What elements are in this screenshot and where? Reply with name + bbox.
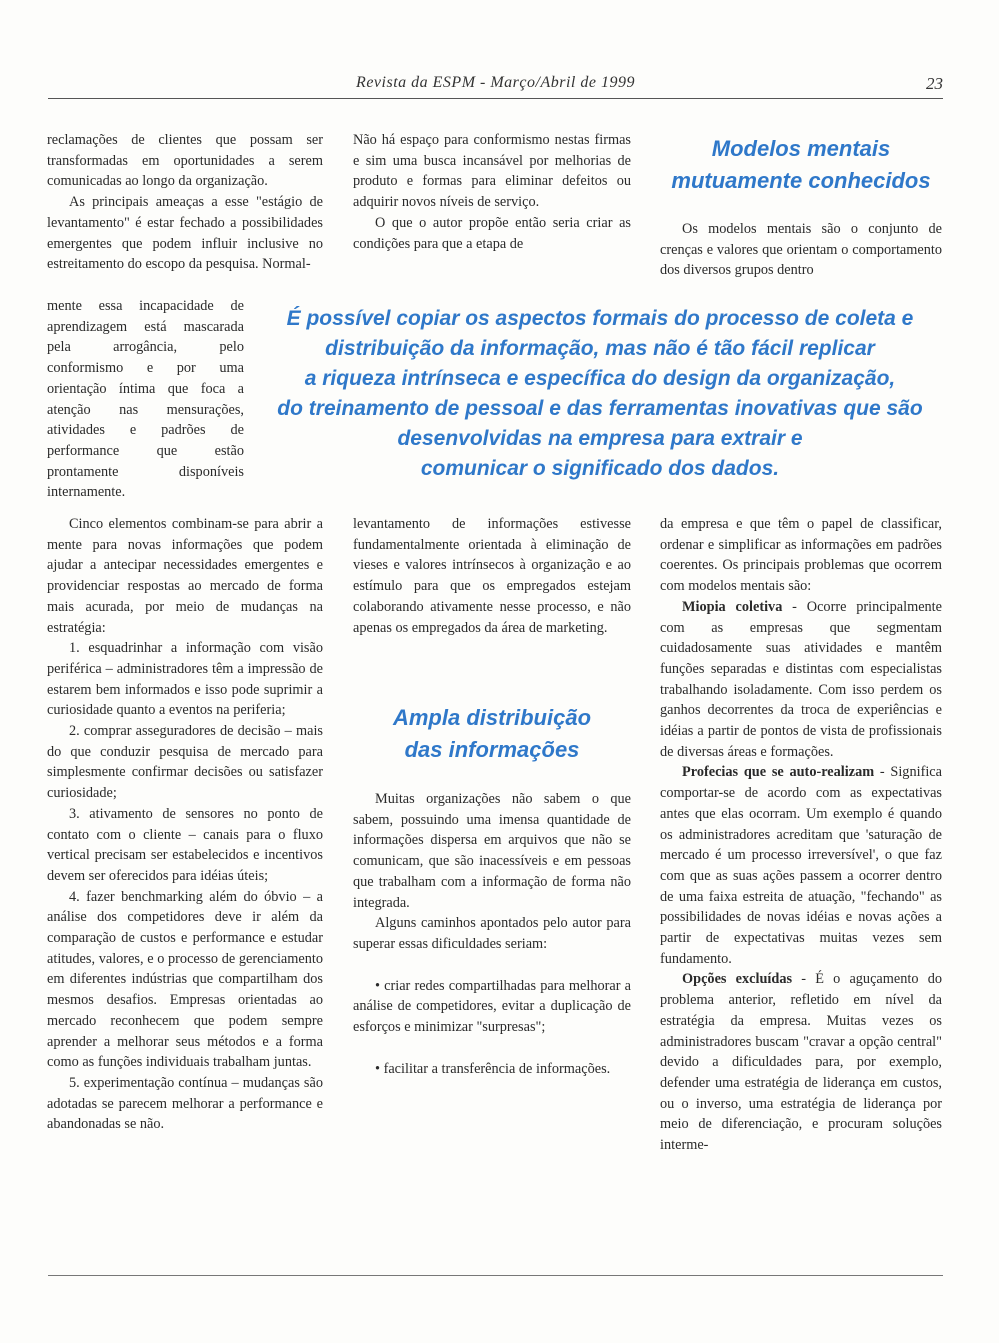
pull-quote-line: distribuição da informação, mas não é tão fácil replicar — [325, 337, 875, 360]
term-text: - Ocorre principalmente com as empresas que segmentam cuidadosamente suas atividades e mantêm funções separadas e distintas com especialistas trabalhando isoladamente. Com isso perdem os ganhos decorrentes da troca de experiências e idéias a partir de pontos de vista de profissionais de diversas áreas e formações. — [660, 598, 943, 760]
pull-quote-line: desenvolvidas na empresa para extrair e — [397, 427, 803, 450]
paragraph: O que o autor propõe então seria criar as condições para que a etapa de — [353, 214, 631, 252]
bullet-item: • criar redes compartilhadas para melhorar a análise de competidores, evitar a duplicação de esforços e minimizar "surpresas"; — [353, 977, 631, 1036]
col1-bottom-text — [47, 514, 323, 1135]
list-item: 4. fazer benchmarking além do óbvio – a análise dos competidores deve ir além da comparação de custos e performance e estudar atitudes, valores, e o processo de gerenciamento em diferentes indústrias que compartilham dos mesmos desafios. Empresas orientadas ao mercado reconhecem que podem sempre aprender a melhorar seus métodos e a forma como as funções individuais trabalham juntas. — [47, 888, 323, 1071]
paragraph: da empresa e que têm o papel de classificar, ordenar e simplificar as informações em padrões coerentes. Os principais problemas que ocorrem com modelos mentais são: — [660, 516, 942, 595]
list-item: 2. comprar asseguradores de decisão – mais do que conduzir pesquisa de mercado para simplesmente confirmar decisões ou satisfazer curiosidade; — [47, 723, 323, 802]
pull-quote — [250, 304, 950, 484]
heading-line: das informações — [404, 737, 580, 762]
pull-quote-line: É possível copiar os aspectos formais do processo de coleta e — [286, 307, 914, 330]
col1-narrow-text — [47, 296, 244, 503]
col2-top-text — [353, 130, 631, 254]
paragraph — [660, 969, 942, 1155]
col1-top-text — [47, 130, 323, 275]
term-bold: Opções excluídas — [682, 971, 793, 988]
col2-bottom-text — [353, 514, 631, 638]
col3-bottom-text — [660, 514, 942, 1156]
bullet-item: • facilitar a transferência de informações. — [375, 1060, 611, 1077]
section-heading-modelos — [660, 133, 942, 197]
term-text: - Significa comportar-se de acordo com as expectativas antes que elas ocorram. Um exemplo é quando os administradores acreditam que 'saturação de mercado é um processo irreversível', o que faz com que as suas ações passem a ocorrer dentro de uma faixa estreita de atuação, "fechando" as possibilidades de novas idéias e novas ações a partir de expectativas muitas vezes sem fundamento. — [660, 764, 942, 967]
paragraph: Não há espaço para conformismo nestas firmas e sim uma busca incansável por melhorias de produto e formas para eliminar defeitos ou adquirir novos níveis de serviço. — [353, 132, 631, 211]
paragraph: As principais ameaças a esse "estágio de levantamento" é estar fechado a possibilidades emergentes que podem influir inclusive no estreitamento do escopo da pesquisa. Normal- — [47, 194, 323, 273]
paragraph — [660, 762, 942, 969]
pull-quote-line: do treinamento de pessoal e das ferramentas inovativas que são — [277, 397, 923, 420]
paragraph: Os modelos mentais são o conjunto de crenças e valores que orientam o comportamento dos diversos grupos dentro — [660, 221, 942, 279]
heading-line: mutuamente conhecidos — [671, 168, 931, 193]
term-bold: Profecias que se auto-realizam — [682, 764, 875, 781]
heading-line: Ampla distribuição — [392, 705, 592, 730]
pull-quote-line: comunicar o significado dos dados. — [420, 457, 780, 480]
col2-after-text — [353, 789, 631, 1079]
paragraph — [660, 597, 942, 763]
heading-line: Modelos mentais — [711, 136, 891, 161]
list-item: 5. experimentação contínua – mudanças são adotadas se parecem melhorar a performance e abandonadas se não. — [47, 1074, 323, 1133]
pull-quote-line: a riqueza intrínseca e específica do design da organização, — [304, 367, 896, 390]
section-heading-ampla — [353, 702, 631, 766]
col3-top-text — [660, 219, 942, 281]
paragraph: reclamações de clientes que possam ser transformadas em oportunidades a serem comunicadas ao longo da organização. — [47, 132, 323, 190]
paragraph: mente essa incapacidade de aprendizagem está mascarada pela arrogância, pelo conformismo e por uma orientação íntima que foca a atenção nas mensurações, atividades e padrões de performance que estão prontamente disponíveis internamente. — [47, 298, 244, 501]
footer-rule — [48, 1275, 943, 1276]
term-text: - É o aguçamento do problema anterior, refletido em nível da estratégia da empresa. Muitas vezes os administradores buscam "cravar a opção central" devido a dificuldades para, por exemplo, defender uma estratégia de liderança em custos, ou o inverso, uma estratégia de liderança por meio de diferenciação, e procuram soluções interme- — [660, 971, 942, 1154]
paragraph: Muitas organizações não sabem o que sabem, possuindo uma imensa quantidade de informações dispersa em arquivos que não se comunicam, que são inacessíveis e em pessoas que trabalham com a informação de forma não integrada. — [353, 791, 631, 911]
paragraph: Alguns caminhos apontados pelo autor para superar essas dificuldades seriam: — [353, 915, 631, 952]
running-header — [48, 74, 943, 98]
page-number: 23 — [926, 74, 943, 93]
paragraph: levantamento de informações estivesse fundamentalmente orientada à eliminação de vieses e valores intrínsecos à organização e ao estímulo para que os empregados estejam colaborando ativamente nesse processo, e não apenas os empregados da área de marketing. — [353, 516, 631, 636]
list-item: 1. esquadrinhar a informação com visão periférica – administradores têm a impressão de estarem bem informados e isso pode suprimir a curiosidade quanto a eventos na periferia; — [47, 640, 323, 719]
header-rule — [48, 98, 943, 99]
paragraph: Cinco elementos combinam-se para abrir a mente para novas informações que podem ajudar a antecipar necessidades emergentes e providenciar respostas ao mercado de forma mais acurada, por meio de mudanças na estratégia: — [47, 516, 323, 636]
term-bold: Miopia coletiva — [682, 598, 783, 615]
list-item: 3. ativamento de sensores no ponto de contato com o cliente – canais para o fluxo vertical precisam ser estabelecidos e incentivos devem ser oferecidos para idéias úteis; — [47, 805, 323, 884]
journal-title: Revista da ESPM - Março/Abril de 1999 — [356, 74, 635, 91]
